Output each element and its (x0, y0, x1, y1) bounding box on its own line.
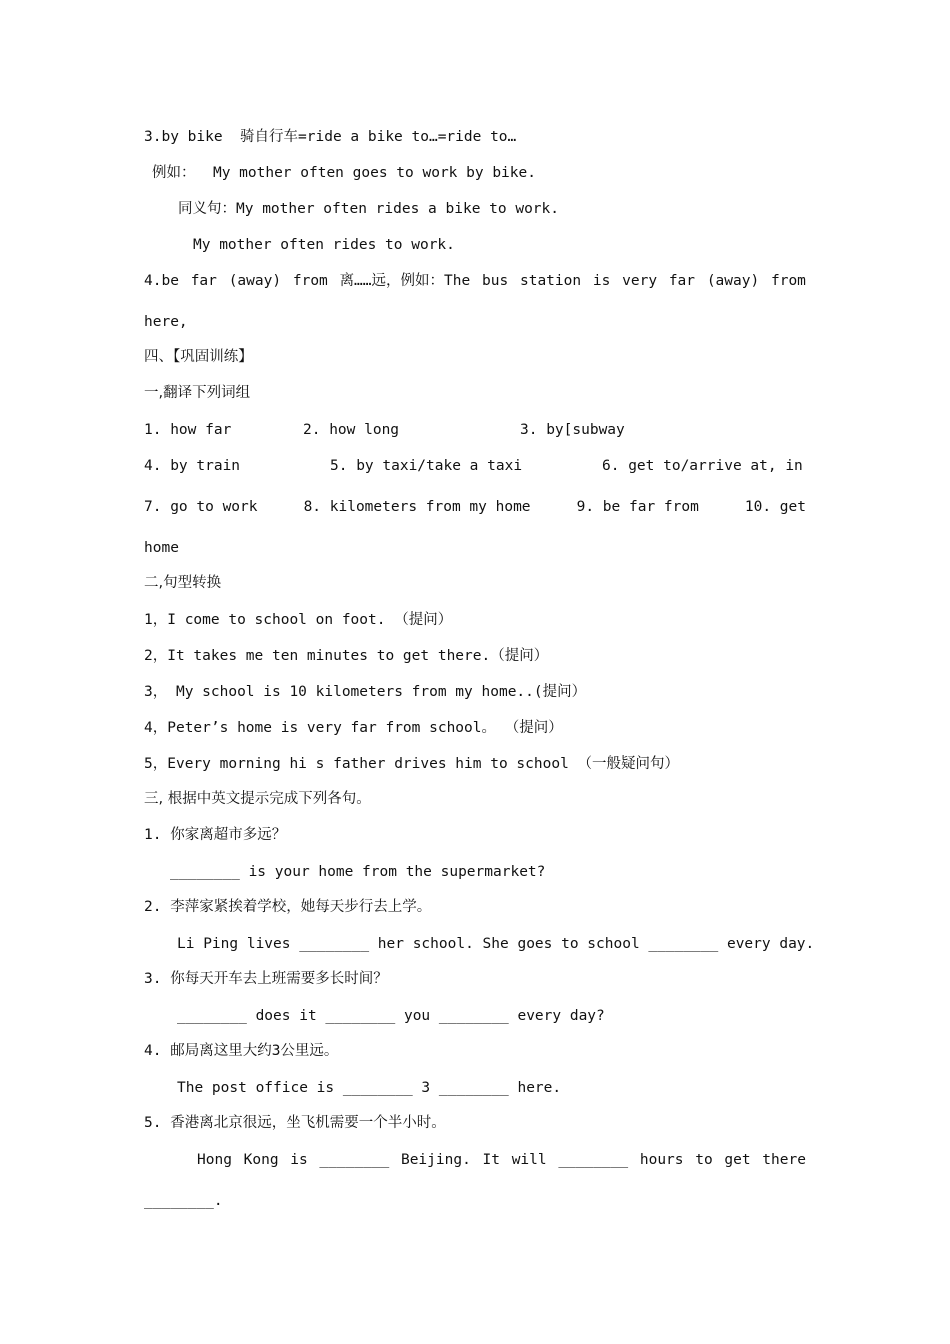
practice-header: 四、【巩固训练】 (144, 349, 253, 365)
answer-2: Li Ping lives ________ her school. She goes to school ________ every day. (177, 936, 815, 952)
word: to (695, 1152, 713, 1168)
part2-title: 二,句型转换 (144, 575, 222, 591)
phrase-8: 8. kilometers from my home (303, 499, 531, 515)
word: there (762, 1152, 806, 1168)
word: from (292, 273, 328, 289)
synonym-label: 同义句： (178, 201, 236, 217)
be-far-from-cont: here, (144, 314, 188, 330)
word: far (190, 273, 217, 289)
word: (away) (228, 273, 282, 289)
phrase-1: 1. how far (144, 422, 232, 438)
part1-title: 一,翻译下列词组 (144, 385, 251, 401)
phrase-9: 9. be far from (576, 499, 699, 515)
answer-4: The post office is ________ 3 ________ here. (177, 1080, 562, 1096)
phrase-6: 6. get to/arrive at, in (602, 458, 803, 474)
question-4: 4. 邮局离这里大约3公里远。 (144, 1043, 339, 1059)
question-5: 5. 香港离北京很远，坐飞机需要一个半小时。 (144, 1115, 446, 1131)
question-1: 1. 你家离超市多远？ (144, 827, 287, 843)
transform-item-5: 5，Every morning hi s father drives him to school （一般疑问句） (144, 756, 680, 772)
question-2: 2. 李萍家紧挨着学校，她每天步行去上学。 (144, 899, 432, 915)
phrase-5: 5. by taxi/take a taxi (330, 458, 523, 474)
word: It (482, 1152, 500, 1168)
answer-5 (197, 1150, 806, 1170)
word: is (290, 1152, 308, 1168)
synonym-text-2: My mother often rides to work. (193, 237, 455, 253)
blank: ________ (558, 1152, 629, 1168)
transform-item-4: 4，Peter’s home is very far from school。 （提问） (144, 720, 563, 736)
be-far-from-line (144, 271, 806, 291)
word: is (592, 273, 611, 289)
word: (away) (706, 273, 760, 289)
word: will (511, 1152, 547, 1168)
word: from (770, 273, 806, 289)
word: far (668, 273, 696, 289)
word: get (724, 1152, 751, 1168)
word: 离……远，例如：The (339, 273, 471, 289)
phrase-7: 7. go to work (144, 499, 258, 515)
phrase-3: 3. by[subway (520, 422, 625, 438)
answer-5-cont: ________. (144, 1193, 223, 1209)
word: 4.be (144, 273, 179, 289)
answer-3: ________ does it ________ you ________ every day? (177, 1008, 605, 1024)
example-text: My mother often goes to work by bike. (212, 165, 536, 181)
transform-item-2: 2，It takes me ten minutes to get there.（提问） (144, 648, 549, 664)
transform-item-3: 3， My school is 10 kilometers from my home..(提问） (144, 684, 587, 700)
word: bus (482, 273, 509, 289)
word: hours (639, 1152, 684, 1168)
synonym-text: My mother often rides a bike to work. (236, 201, 560, 217)
phrase-row-3 (144, 497, 806, 517)
example-label: 例如： (152, 165, 196, 181)
word: very (622, 273, 658, 289)
part3-title: 三, 根据中英文提示完成下列各句。 (144, 791, 371, 807)
phrase-10-cont: home (144, 540, 179, 556)
word: Hong (197, 1152, 232, 1168)
word: Beijing. (400, 1152, 471, 1168)
by-bike-heading: 3.by bike 骑自行车=ride a bike to…=ride to… (144, 129, 517, 145)
question-3: 3. 你每天开车去上班需要多长时间？ (144, 971, 388, 987)
phrase-10: 10. get (744, 499, 806, 515)
phrase-2: 2. how long (303, 422, 400, 438)
blank: ________ (319, 1152, 390, 1168)
word: Kong (243, 1152, 279, 1168)
answer-1: ________ is your home from the supermarket? (170, 864, 546, 880)
example-line (152, 163, 536, 183)
synonym-line (178, 199, 559, 219)
word: station (519, 273, 582, 289)
transform-item-1: 1，I come to school on foot. （提问） (144, 612, 453, 628)
phrase-4: 4. by train (144, 458, 241, 474)
